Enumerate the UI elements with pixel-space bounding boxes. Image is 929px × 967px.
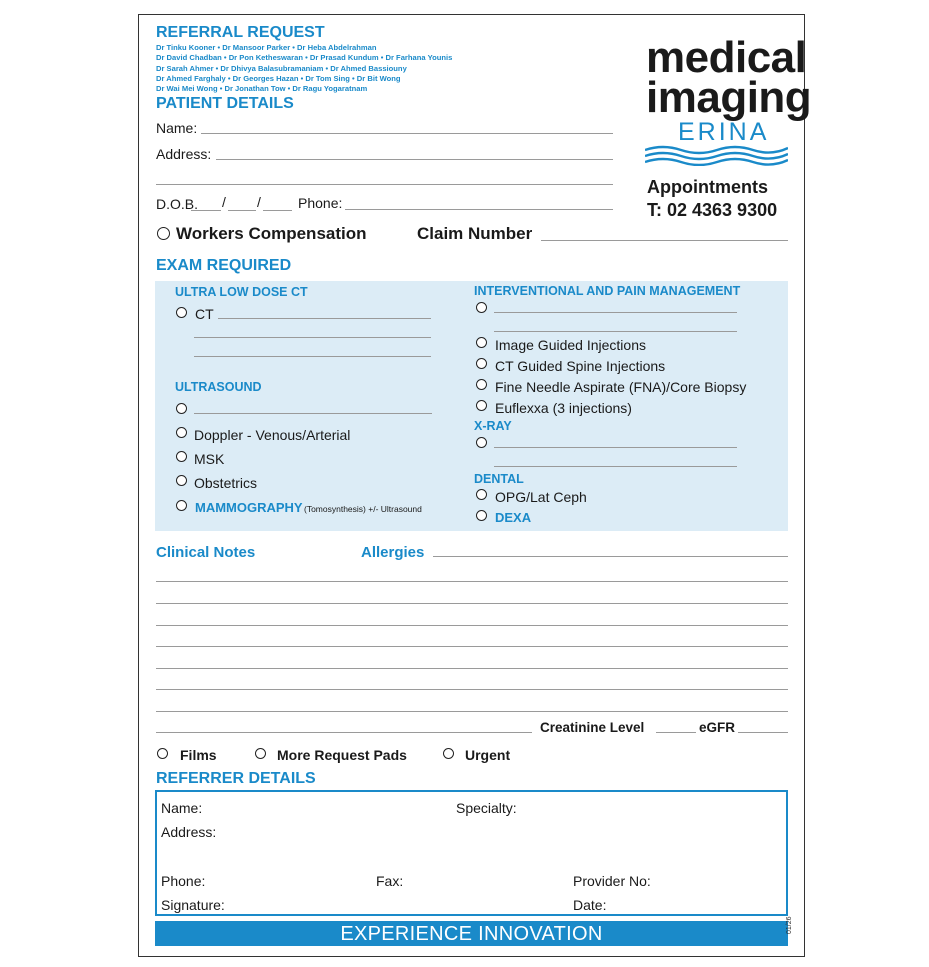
clinical-notes-line[interactable] — [156, 625, 788, 626]
workers-comp-label: Workers Compensation — [176, 224, 367, 243]
appointments-label: Appointments — [647, 177, 768, 197]
euflexxa-radio[interactable] — [476, 400, 487, 411]
ct-radio[interactable] — [176, 307, 187, 318]
workers-comp-radio[interactable] — [157, 227, 170, 240]
films-label: Films — [180, 747, 217, 763]
allergies-field[interactable] — [433, 556, 788, 557]
egfr-label: eGFR — [699, 720, 736, 735]
referrer-details-heading: REFERRER DETAILS — [156, 770, 316, 787]
doctor-line: Dr David Chadban • Dr Pon Ketheswaran • Dr Prasad Kundum • Dr Farhana Younis — [156, 53, 453, 63]
more-pads-radio[interactable] — [255, 748, 266, 759]
appointments-phone: T: 02 4363 9300 — [647, 200, 778, 220]
allergies-heading: Allergies — [361, 544, 425, 561]
doctor-line: Dr Tinku Kooner • Dr Mansoor Parker • Dr Heba Abdelrahman — [156, 43, 377, 52]
doctor-line: Dr Ahmed Farghaly • Dr Georges Hazan • Dr Tom Sing • Dr Bit Wong — [156, 73, 401, 83]
clinical-notes-heading: Clinical Notes — [156, 544, 256, 561]
referrer-fax-label: Fax: — [376, 873, 404, 889]
ultrasound-heading: ULTRASOUND — [175, 380, 262, 394]
logo-erina: ERINA — [678, 118, 770, 146]
claim-number-label: Claim Number — [417, 224, 533, 243]
claim-number-field[interactable] — [541, 240, 788, 241]
logo-wave-icon — [645, 144, 788, 166]
fna-radio[interactable] — [476, 379, 487, 390]
ct-spine-radio[interactable] — [476, 358, 487, 369]
dob-day-field[interactable] — [191, 210, 221, 211]
creatinine-label: Creatinine Level — [540, 720, 645, 735]
interventional-field[interactable] — [494, 312, 737, 313]
patient-phone-field[interactable] — [345, 209, 613, 210]
doctor-line: Dr Sarah Ahmer • Dr Dhivya Balasubramaniam • Dr Ahmed Bassiouny — [156, 63, 407, 73]
exam-required-heading: EXAM REQUIRED — [156, 257, 292, 274]
referrer-provider-label: Provider No: — [573, 873, 651, 889]
clinical-notes-line[interactable] — [156, 732, 532, 733]
obstetrics-label: Obstetrics — [194, 475, 258, 491]
clinical-notes-line[interactable] — [156, 668, 788, 669]
patient-name-field[interactable] — [201, 133, 613, 134]
dob-label: D.O.B. — [156, 196, 199, 212]
egfr-field[interactable] — [738, 732, 788, 733]
ultrasound-radio[interactable] — [176, 403, 187, 414]
ultrasound-field[interactable] — [194, 413, 432, 414]
dob-year-field[interactable] — [263, 210, 292, 211]
doppler-label: Doppler - Venous/Arterial — [194, 427, 351, 443]
clinical-notes-line[interactable] — [156, 689, 788, 690]
referrer-specialty-label: Specialty: — [456, 800, 517, 816]
xray-radio[interactable] — [476, 437, 487, 448]
referrer-date-label: Date: — [573, 897, 607, 913]
opg-label: OPG/Lat Ceph — [495, 489, 587, 505]
xray-heading: X-RAY — [474, 419, 512, 433]
fna-label: Fine Needle Aspirate (FNA)/Core Biopsy — [495, 379, 747, 395]
patient-details-heading: PATIENT DETAILS — [156, 95, 294, 112]
patient-name-label: Name: — [156, 120, 198, 136]
interventional-field-2[interactable] — [494, 331, 737, 332]
clinical-notes-line[interactable] — [156, 646, 788, 647]
dob-slash: / — [257, 194, 261, 210]
patient-address-field-2[interactable] — [156, 184, 613, 185]
referrer-name-label: Name: — [161, 800, 203, 816]
patient-phone-label: Phone: — [298, 195, 343, 211]
patient-address-field[interactable] — [216, 159, 613, 160]
logo-medical: medical — [646, 33, 807, 82]
doppler-radio[interactable] — [176, 427, 187, 438]
clinical-notes-line[interactable] — [156, 603, 788, 604]
clinical-notes-line[interactable] — [156, 711, 788, 712]
dob-month-field[interactable] — [228, 210, 256, 211]
urgent-label: Urgent — [465, 747, 511, 763]
interventional-radio[interactable] — [476, 302, 487, 313]
more-pads-label: More Request Pads — [277, 747, 407, 763]
creatinine-field[interactable] — [656, 732, 696, 733]
dob-slash: / — [222, 194, 226, 210]
doctor-line: Dr Wai Mei Wong • Dr Jonathan Tow • Dr Ragu Yogaratnam — [156, 84, 368, 94]
xray-field-2[interactable] — [494, 466, 737, 467]
interventional-heading: INTERVENTIONAL AND PAIN MANAGEMENT — [474, 284, 741, 298]
ct-field-3[interactable] — [194, 356, 431, 357]
dexa-label: DEXA — [495, 510, 532, 525]
mammography-radio[interactable] — [176, 500, 187, 511]
obstetrics-radio[interactable] — [176, 475, 187, 486]
doctor-list — [156, 43, 452, 94]
referrer-signature-label: Signature: — [161, 897, 225, 913]
footer-tagline: EXPERIENCE INNOVATION — [155, 921, 788, 946]
msk-label: MSK — [194, 451, 225, 467]
patient-address-label: Address: — [156, 146, 212, 162]
form-code: 01/26 — [786, 916, 793, 934]
dexa-radio[interactable] — [476, 510, 487, 521]
form-title: REFERRAL REQUEST — [156, 24, 325, 41]
logo-imaging: imaging — [646, 73, 812, 122]
image-guided-radio[interactable] — [476, 337, 487, 348]
referrer-address-label: Address: — [161, 824, 217, 840]
urgent-radio[interactable] — [443, 748, 454, 759]
opg-radio[interactable] — [476, 489, 487, 500]
mammography-note: (Tomosynthesis) +/- Ultrasound — [304, 504, 422, 514]
films-radio[interactable] — [157, 748, 168, 759]
dental-heading: DENTAL — [474, 472, 524, 486]
ct-field[interactable] — [218, 318, 431, 319]
ct-label: CT — [195, 306, 214, 322]
ultra-low-dose-ct-heading: ULTRA LOW DOSE CT — [175, 285, 308, 299]
image-guided-label: Image Guided Injections — [495, 337, 646, 353]
clinical-notes-line[interactable] — [156, 581, 788, 582]
ct-spine-label: CT Guided Spine Injections — [495, 358, 666, 374]
mammography-label: MAMMOGRAPHY — [195, 500, 303, 515]
msk-radio[interactable] — [176, 451, 187, 462]
referrer-phone-label: Phone: — [161, 873, 206, 889]
euflexxa-label: Euflexxa (3 injections) — [495, 400, 632, 416]
ct-field-2[interactable] — [194, 337, 431, 338]
xray-field[interactable] — [494, 447, 737, 448]
